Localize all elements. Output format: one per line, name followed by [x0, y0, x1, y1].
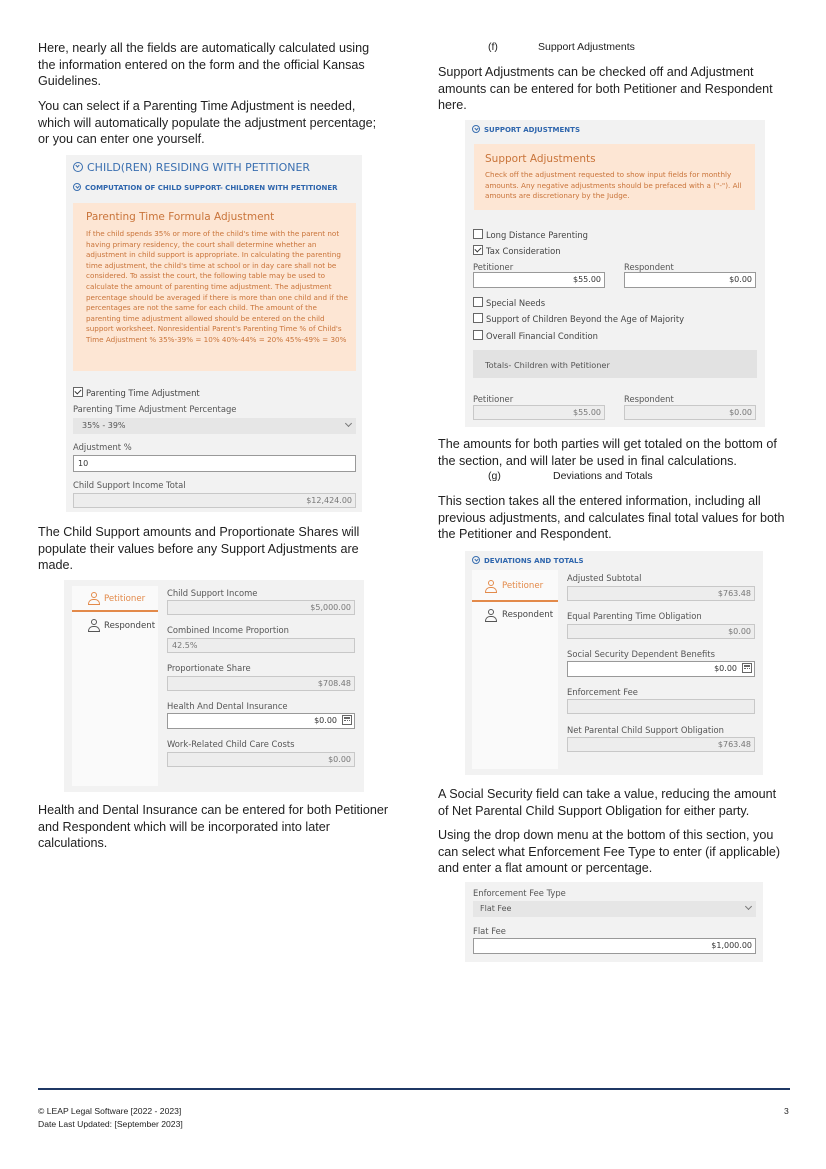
net-obligation-field	[567, 737, 755, 752]
person-icon	[88, 619, 100, 632]
page-number: 3	[784, 1106, 789, 1116]
subsection-header[interactable]	[73, 183, 338, 192]
section-header[interactable]	[73, 161, 310, 174]
checkbox-label: Long Distance Parenting	[486, 230, 588, 240]
chevron-down-icon	[472, 556, 480, 564]
support-adjustments-panel	[465, 120, 765, 427]
support-adjustments-header-label: SUPPORT ADJUSTMENTS	[484, 126, 580, 134]
equal-time-value: $0.00	[728, 627, 751, 636]
footer-rule	[38, 1088, 790, 1090]
proportion-label: Combined Income Proportion	[167, 625, 289, 635]
total-respondent-field	[624, 405, 756, 420]
health-input[interactable]	[167, 713, 355, 729]
fee-type-select-value: Flat Fee	[480, 904, 512, 913]
tax-respondent-input[interactable]	[624, 272, 756, 288]
pct-label: Parenting Time Adjustment Percentage	[73, 404, 237, 414]
footer-copyright: © LEAP Legal Software [2022 - 2023]	[38, 1106, 182, 1116]
heading-f-number: (f)	[488, 41, 498, 53]
checkbox-checked-icon	[73, 387, 83, 397]
adjusted-subtotal-value: $763.48	[717, 589, 751, 598]
tax-respondent-value: $0.00	[729, 275, 752, 284]
pct-select-value: 35% - 39%	[82, 421, 126, 430]
checkbox-icon	[473, 229, 483, 239]
enforcement-fee-field	[567, 699, 755, 714]
social-security-input[interactable]	[567, 661, 755, 677]
adjustment-input[interactable]	[73, 455, 356, 472]
flat-fee-value: $1,000.00	[711, 941, 752, 950]
proportion-field-value: 42.5%	[172, 641, 198, 650]
chevron-down-icon	[472, 125, 480, 133]
child-residing-panel	[66, 155, 362, 512]
adjusted-subtotal-field	[567, 586, 755, 601]
checkbox-label: Overall Financial Condition	[486, 331, 598, 341]
income-label: Child Support Income	[167, 588, 258, 598]
respondent-label: Respondent	[624, 262, 674, 272]
deviations-panel	[465, 551, 763, 775]
intro-paragraph-2: You can select if a Parenting Time Adjustment is needed, which will automatically populate the adjustment percentage; or you can enter one yourself.	[38, 99, 377, 146]
care-field	[167, 752, 355, 767]
health-input-value: $0.00	[314, 716, 337, 725]
share-label: Proportionate Share	[167, 663, 251, 673]
intro-paragraph-1: Here, nearly all the fields are automatically calculated using the information entered on the form and the official Kansas Guidelines.	[38, 41, 370, 88]
tab-respondent[interactable]	[72, 616, 158, 638]
deviations-header-label: DEVIATIONS AND TOTALS	[484, 557, 584, 565]
petitioner-label: Petitioner	[473, 262, 514, 272]
total-petitioner-field	[473, 405, 605, 420]
share-field	[167, 676, 355, 691]
checkbox-label: Support of Children Beyond the Age of Majority	[486, 314, 685, 324]
person-icon	[485, 609, 497, 622]
total-label: Child Support Income Total	[73, 480, 186, 490]
enforcement-fee-label: Enforcement Fee	[567, 687, 638, 697]
heading-g-number: (g)	[488, 470, 501, 482]
section-header-label: CHILD(REN) RESIDING WITH PETITIONER	[87, 161, 311, 174]
total-petitioner-value: $55.00	[573, 408, 601, 417]
checkbox-label: Special Needs	[486, 298, 546, 308]
tab-respondent[interactable]	[472, 606, 558, 628]
tab-respondent-label: Respondent	[502, 610, 554, 620]
flat-fee-label: Flat Fee	[473, 926, 506, 936]
net-obligation-label: Net Parental Child Support Obligation	[567, 725, 724, 735]
flat-fee-input[interactable]	[473, 938, 756, 954]
income-field	[167, 600, 355, 615]
social-security-label: Social Security Dependent Benefits	[567, 649, 715, 659]
dropdown-paragraph: Using the drop down menu at the bottom of this section, you can select what Enforcement Fee Type to enter (if applicable) and enter a flat amount or percentage.	[438, 828, 781, 875]
person-icon	[485, 580, 497, 593]
subsection-header-label: COMPUTATION OF CHILD SUPPORT- CHILDREN WITH PETITIONER	[85, 184, 338, 192]
proportion-field	[167, 638, 355, 653]
tax-petitioner-input[interactable]	[473, 272, 605, 288]
info-box-title: Parenting Time Formula Adjustment	[86, 211, 275, 223]
equal-time-label: Equal Parenting Time Obligation	[567, 611, 702, 621]
special-needs-checkbox[interactable]	[473, 297, 545, 308]
totals-bar	[473, 350, 757, 378]
info-box-text: If the child spends 35% or more of the child's time with the parent not having primary residency, the court shall determine whether an adjustment in child support is appropriate. In calculating the parenting time adjustment, the child's time at school or in day care shall not be considered. To assist the court, the following table may be used to calculate the amount of parenting time adjustment. The adjustment percentage should be averaged if there is more than one child and if the percentages are not the same for each child. The amount of the parenting time adjustment allowed should be entered on the child support worksheet. Nonresidential Parent's Parenting Time % of Child's Time Adjustment % 35%-39% = 10% 40%-44% = 20% 45%-49% = 30%	[86, 229, 348, 344]
heading-g: Deviations and Totals	[553, 470, 653, 482]
adjustment-input-value: 10	[78, 459, 89, 468]
financial-condition-checkbox[interactable]	[473, 330, 598, 341]
fee-type-select[interactable]	[473, 901, 756, 917]
income-panel	[64, 580, 364, 792]
chevron-down-icon	[345, 420, 352, 427]
tab-petitioner[interactable]	[72, 586, 158, 612]
calculator-icon[interactable]	[342, 715, 352, 725]
checkbox-label: Tax Consideration	[486, 246, 561, 256]
f-paragraph: Support Adjustments can be checked off and Adjustment amounts can be entered for both Petitioner and Respondent here.	[438, 65, 773, 112]
footer-updated: Date Last Updated: [September 2023]	[38, 1119, 183, 1129]
chevron-down-icon	[73, 183, 81, 191]
info-box-text: Check off the adjustment requested to show input fields for monthly amounts. Any negative adjustments should be prefaced with a ("-"). All amounts are discretionary by the Judge.	[485, 170, 742, 201]
after-paragraph: The amounts for both parties will get totaled on the bottom of the section, and will later be used in final calculations.	[438, 437, 777, 468]
enforcement-fee-panel	[465, 882, 763, 962]
total-respondent-label: Respondent	[624, 394, 674, 404]
beyond-majority-checkbox[interactable]	[473, 313, 684, 324]
tax-petitioner-value: $55.00	[573, 275, 601, 284]
checkbox-label: Parenting Time Adjustment	[86, 388, 200, 398]
total-respondent-value: $0.00	[729, 408, 752, 417]
person-icon	[88, 592, 100, 605]
totals-bar-label: Totals- Children with Petitioner	[485, 360, 610, 370]
tab-petitioner-label: Petitioner	[502, 581, 544, 591]
adj-label: Adjustment %	[73, 442, 132, 452]
support-adjustments-header[interactable]	[472, 125, 580, 134]
checkbox-icon	[473, 313, 483, 323]
health-label: Health And Dental Insurance	[167, 701, 288, 711]
pct-select[interactable]	[73, 418, 356, 434]
checkbox-checked-icon	[473, 245, 483, 255]
deviations-header[interactable]	[472, 556, 584, 565]
total-petitioner-label: Petitioner	[473, 394, 514, 404]
care-label: Work-Related Child Care Costs	[167, 739, 295, 749]
share-field-value: $708.48	[317, 679, 351, 688]
chevron-down-icon	[745, 903, 752, 910]
adjusted-subtotal-label: Adjusted Subtotal	[567, 573, 642, 583]
chevron-down-icon	[73, 162, 83, 172]
parenting-time-adjustment-checkbox[interactable]	[73, 387, 200, 398]
info-box-title: Support Adjustments	[485, 153, 596, 165]
total-field-value: $12,424.00	[306, 496, 352, 505]
income-field-value: $5,000.00	[310, 603, 351, 612]
tab-petitioner[interactable]	[472, 570, 558, 602]
long-distance-checkbox[interactable]	[473, 229, 588, 240]
tab-petitioner-label: Petitioner	[104, 594, 146, 604]
tax-consideration-checkbox[interactable]	[473, 245, 561, 256]
mid-paragraph: The Child Support amounts and Proportionate Shares will populate their values before any Support Adjustments are made.	[38, 525, 360, 572]
ss-paragraph: A Social Security field can take a value, reducing the amount of Net Parental Child Support Obligation for either party.	[438, 787, 777, 818]
g-paragraph: This section takes all the entered information, including all previous adjustments, and calculates final total values for both the Petitioner and Respondent.	[438, 494, 785, 541]
equal-time-field	[567, 624, 755, 639]
social-security-value: $0.00	[714, 664, 737, 673]
calculator-icon[interactable]	[742, 663, 752, 673]
care-field-value: $0.00	[328, 755, 351, 764]
checkbox-icon	[473, 330, 483, 340]
total-field	[73, 493, 356, 508]
heading-f: Support Adjustments	[538, 41, 635, 53]
fee-type-label: Enforcement Fee Type	[473, 888, 566, 898]
tab-respondent-label: Respondent	[104, 621, 156, 631]
checkbox-icon	[473, 297, 483, 307]
net-obligation-value: $763.48	[717, 740, 751, 749]
bottom-paragraph: Health and Dental Insurance can be entered for both Petitioner and Respondent which will be incorporated into later calculations.	[38, 803, 389, 850]
